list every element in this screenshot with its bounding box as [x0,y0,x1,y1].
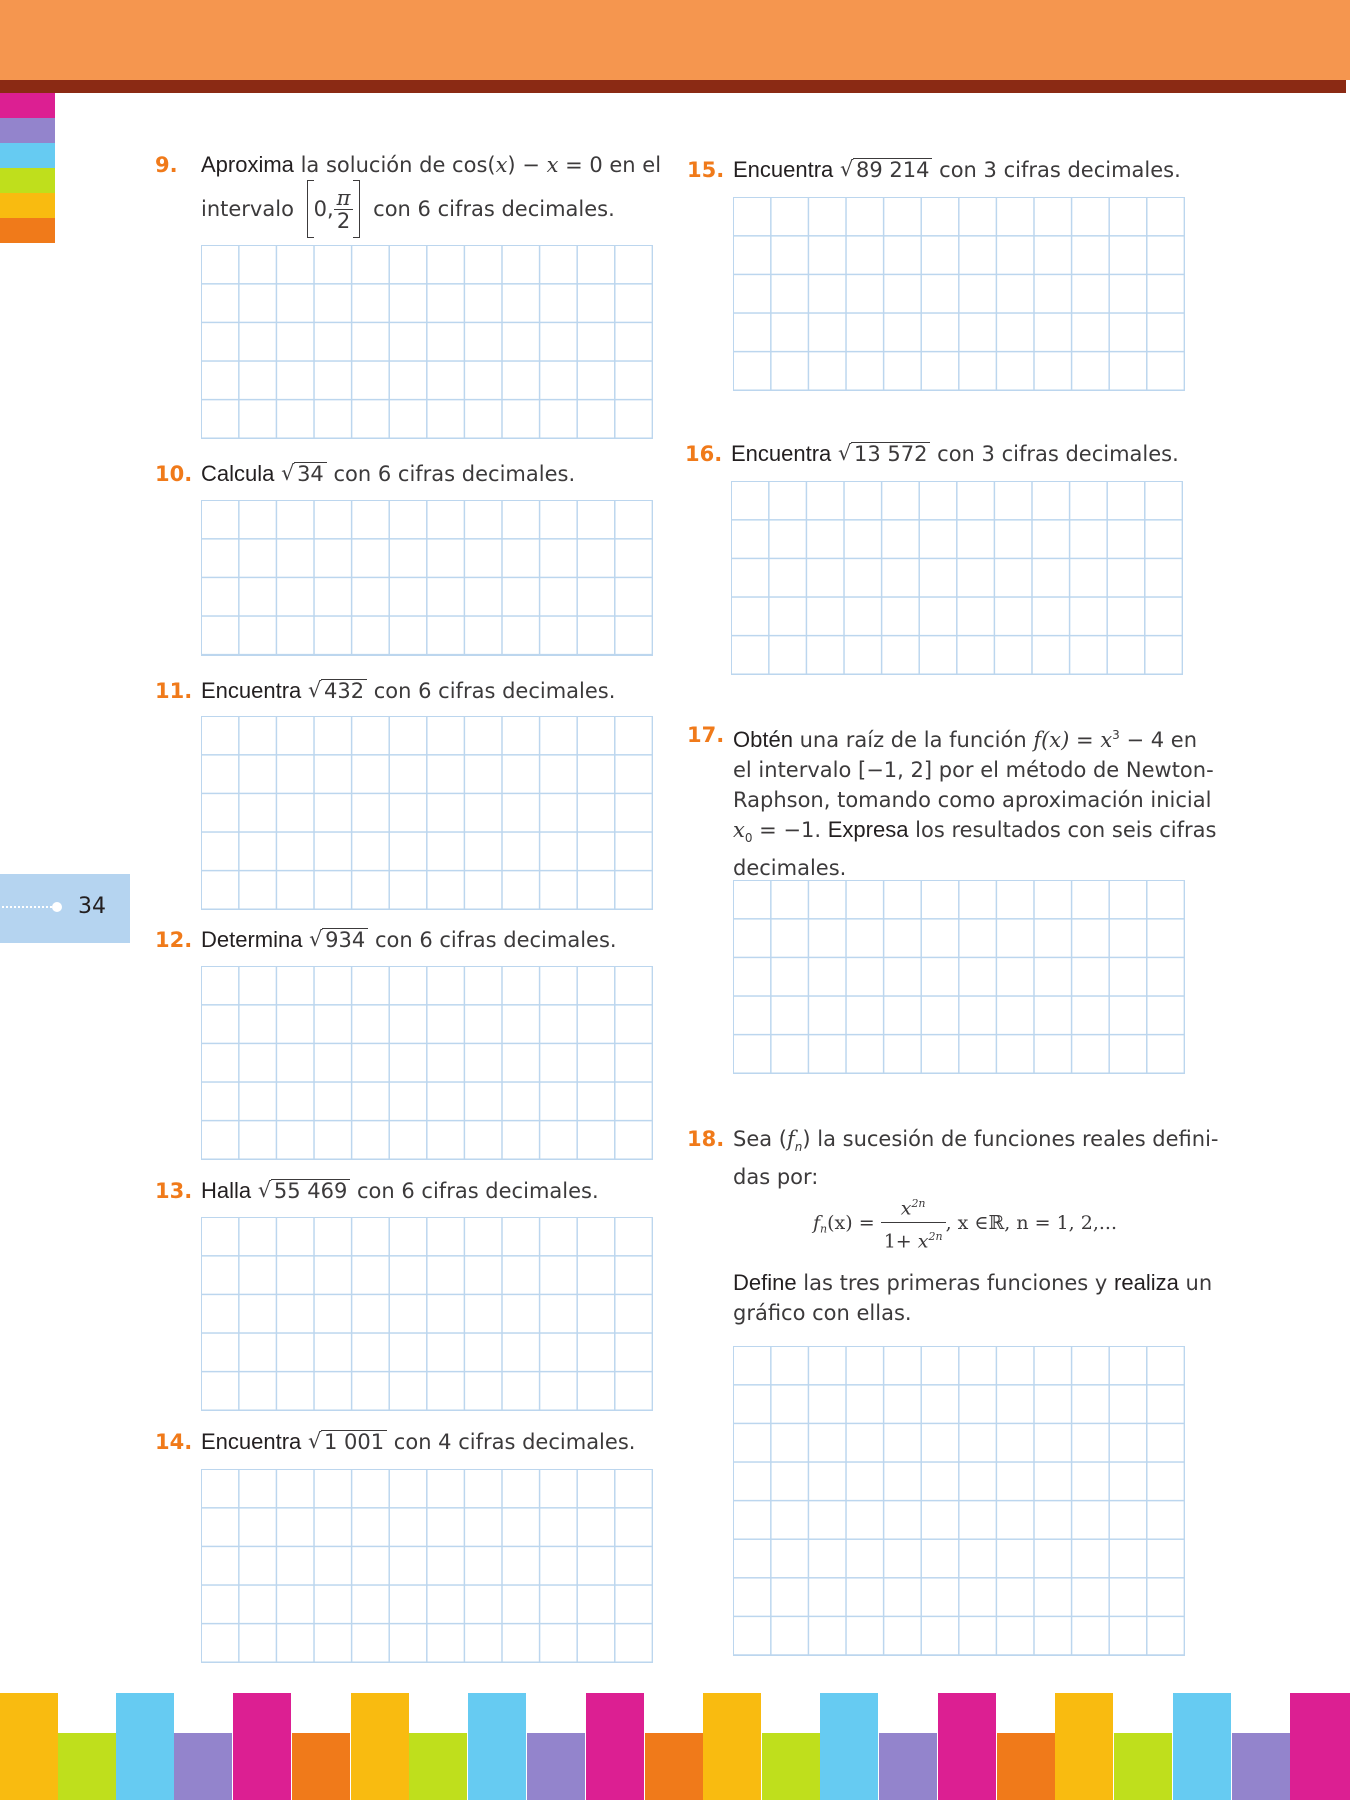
square-root [309,925,368,955]
text: una raíz de la función [792,728,1034,752]
exercise-17 [687,720,1217,883]
exercise-verb: Aproxima [201,152,294,177]
footer-bar [116,1693,174,1800]
text: un [1178,1271,1213,1295]
exercise-15 [687,155,1181,185]
square-root [258,1176,350,1206]
radical-sign: √ [309,927,323,951]
header-band [0,0,1350,80]
footer-bars [0,1693,1350,1800]
exercise-verb: Encuentra [201,678,302,703]
footer-bar [938,1693,996,1800]
text: la solución de cos( [293,153,496,177]
answer-grid[interactable] [731,481,1183,675]
radicand: 55 469 [271,1179,350,1202]
exercise-verb: Halla [201,1178,252,1203]
text: (x) = [827,1211,875,1234]
exercise-13 [155,1176,599,1206]
radical-sign: √ [839,157,854,181]
text: ) la sucesión de funciones reales defini- [802,1127,1219,1151]
text: con 6 cifras decimales. [373,679,616,703]
var: f [813,1211,821,1234]
color-tab [0,93,55,118]
var: x [495,153,508,177]
function: f(x) [1033,728,1070,752]
radicand: 934 [322,928,368,951]
subscript: n [820,1222,828,1236]
text: , x ∈ℝ, n = 1, 2,... [945,1211,1117,1234]
numerator [881,1190,946,1223]
exercise-number: 18. [687,1127,725,1151]
exercise-verb: Encuentra [731,441,832,466]
exercise-line [201,180,615,238]
exercise-verb: Expresa [827,817,909,842]
exercise-line [733,815,1217,853]
page-number: 34 [78,894,106,919]
exercise-line [733,1268,1212,1298]
exponent: 2n [928,1230,943,1244]
exercise-verb: Encuentra [201,1429,302,1454]
radical-sign: √ [257,1178,272,1202]
exercise-line [733,720,1198,755]
var: x [733,818,745,842]
exercise-verb: Calcula [201,461,275,486]
exercise-line: decimales. [733,856,847,881]
fraction [334,187,354,232]
footer-bar [997,1733,1055,1800]
answer-grid[interactable] [733,880,1185,1074]
answer-grid[interactable] [201,1217,653,1411]
color-tab [0,168,55,193]
exercise-verb: Encuentra [733,157,834,182]
footer-bar [0,1693,58,1800]
bracket-left [307,180,314,238]
text: con 6 cifras decimales. [373,197,615,221]
text: − 4 en [1119,728,1198,752]
text: los resultados con seis cifras [908,818,1217,842]
exercise-9 [155,150,662,233]
footer-bar [468,1693,526,1800]
radicand: 13 572 [851,442,930,465]
square-root [838,439,930,469]
text: ) − [507,153,547,177]
text: con 6 cifras decimales. [333,462,576,486]
footer-bar [58,1733,116,1800]
text: intervalo [201,197,294,221]
exercise-line: das por: [733,1165,819,1190]
square-root [840,155,932,185]
footer-bar [292,1733,350,1800]
denominator: 2 [336,208,351,233]
radical-sign: √ [837,441,852,465]
radical-sign: √ [281,461,295,485]
footer-bar [409,1733,467,1800]
answer-grid[interactable] [201,966,653,1160]
denominator [881,1223,946,1255]
answer-grid[interactable] [201,716,653,910]
dotted-line [2,906,56,908]
dot-marker [52,902,62,912]
answer-grid[interactable] [201,245,653,439]
exercise-line: gráfico con ellas. [733,1301,912,1325]
exercise-10 [155,459,576,489]
exercise-16 [685,439,1179,469]
text: con 3 cifras decimales. [939,158,1181,182]
exponent: 3 [1112,728,1120,742]
color-tab [0,143,55,168]
footer-bar [1290,1693,1350,1800]
text: = −1. [752,818,828,842]
var: x [917,1230,929,1253]
exercise-18 [687,1124,1219,1325]
exercise-line [201,150,661,180]
exercise-number: 15. [687,158,725,182]
footer-bar [879,1733,937,1800]
fraction [881,1190,946,1256]
footer-bar [527,1733,585,1800]
footer-bar [351,1693,409,1800]
exercise-line: Raphson, tomando como aproximación inicial [733,788,1212,812]
exercise-verb: Obtén [733,727,793,752]
numerator: π [334,187,354,210]
square-root [281,459,327,489]
text: con 3 cifras decimales. [937,442,1179,466]
square-root [308,1427,387,1457]
subscript: n [794,1140,803,1155]
header-stripe [0,80,1346,93]
exercise-number: 12. [155,928,193,952]
text: Sea ( [733,1127,787,1151]
var: x [1100,728,1113,752]
exercise-number: 9. [155,153,178,177]
text: con 6 cifras decimales. [357,1179,599,1203]
exercise-11 [155,676,616,706]
text: 1+ [883,1230,918,1253]
answer-grid[interactable] [733,197,1185,391]
radicand: 1 001 [321,1430,387,1453]
radical-sign: √ [307,1429,322,1453]
var: f [787,1127,795,1151]
footer-bar [645,1733,703,1800]
color-tab [0,118,55,143]
square-root [308,676,367,706]
exercise-12 [155,925,617,955]
radicand: 432 [321,679,367,702]
answer-grid[interactable] [201,1469,653,1663]
answer-grid[interactable] [733,1346,1185,1656]
exercise-number: 10. [155,462,193,486]
exercise-verb: Determina [201,927,303,952]
text: 0, [313,197,334,221]
radicand: 89 214 [853,158,932,181]
text: con 6 cifras decimales. [374,928,617,952]
text: = [1069,728,1101,752]
footer-bar [586,1693,644,1800]
exercise-line [733,1124,1219,1162]
footer-bar [1055,1693,1113,1800]
radical-sign: √ [307,678,322,702]
subscript: 0 [744,831,753,846]
footer-bar [1232,1733,1290,1800]
exercise-number: 11. [155,679,193,703]
exercise-number: 14. [155,1430,193,1454]
color-tab [0,218,55,243]
exercise-number: 17. [687,723,725,747]
footer-bar [233,1693,291,1800]
exercise-verb: Define [733,1270,797,1295]
text: = 0 en el [558,153,662,177]
text: con 4 cifras decimales. [393,1430,636,1454]
text: las tres primeras funciones y [796,1271,1115,1295]
exercise-number: 13. [155,1179,193,1203]
footer-bar [174,1733,232,1800]
var: x [546,153,559,177]
color-tab [0,193,55,218]
footer-bar [1173,1693,1231,1800]
exercise-verb: realiza [1114,1270,1179,1295]
bracket-right [353,180,360,238]
var: x [900,1197,912,1220]
radicand: 34 [294,462,327,485]
formula [813,1190,1117,1256]
footer-bar [820,1693,878,1800]
footer-bar [762,1733,820,1800]
answer-grid[interactable] [201,500,653,656]
exercise-number: 16. [685,442,723,466]
footer-bar [1114,1733,1172,1800]
exponent: 2n [911,1197,926,1210]
exercise-14 [155,1427,636,1457]
footer-bar [703,1693,761,1800]
exercise-line: el intervalo [−1, 2] por el método de Newton- [733,758,1214,782]
page-number-tab [0,874,130,943]
